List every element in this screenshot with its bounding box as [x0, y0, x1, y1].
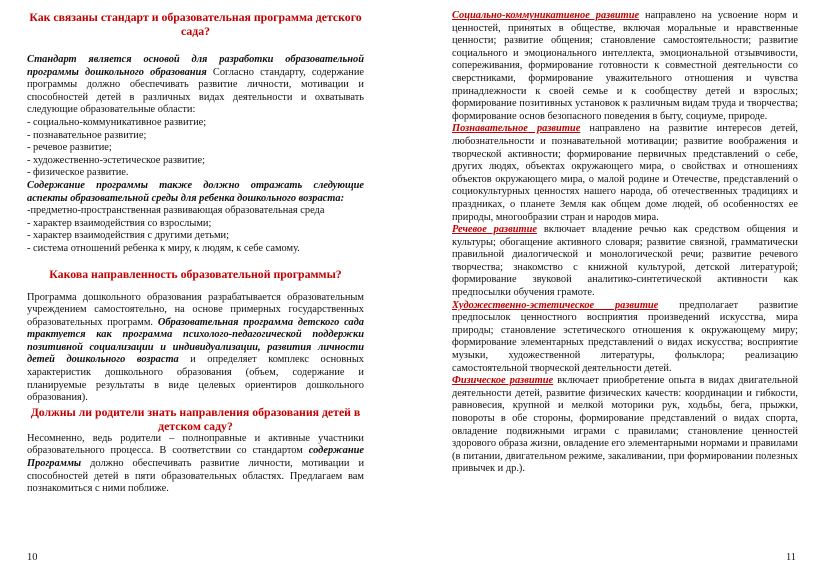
parents-text-continued: должно обеспечивать развитие личности, мотивации и способностей детей в пяти образовательных областях. Предлагаем вам познакомиться с ними поближе.: [27, 458, 364, 495]
list-item: -предметно-пространственная развивающая образовательная среда: [27, 205, 325, 217]
list-item: - социально-коммуникативное развитие;: [27, 116, 207, 128]
section-title-cognitive: Познавательное развитие: [452, 123, 581, 135]
page-number-right: 11: [786, 552, 797, 563]
parents-text: Несомненно, ведь родители – полноправные и активные участники образовательного процесса. В соответствии со стандартом: [27, 432, 364, 457]
list-item: - характер взаимодействия со взрослыми;: [27, 217, 212, 229]
paragraph-standard: [27, 54, 364, 117]
section-social: [452, 10, 798, 123]
list-item: - физическое развитие.: [27, 167, 129, 179]
section-text-speech: включает владение речью как средством общения и культуры; обогащение активного словаря; развитие связной, грамматически правильной диалогической и монологической речи; развитие речевого творчества; знакомство с книжной культурой, детской литературой; формирование звуковой аналитико-синтетической активности как предпосылки обучения грамоте.: [452, 224, 799, 299]
section-title-speech: Речевое развитие: [452, 224, 537, 236]
section-title-social: Социально-коммуникативное развитие: [452, 10, 640, 21]
parents-bold-text: содержание Программы: [27, 445, 364, 470]
environment-aspects-list: [27, 205, 364, 255]
direction-text: Программа дошкольного образования разрабатывается образовательным учреждением самостоятельно, на основе примерных государственных образовательных программ.: [27, 291, 364, 328]
direction-bold-text: Образовательная программа детского сада трактуется как программа психолого-педагогической поддержки позитивной социализации и индивидуализации, развития личности детей дошкольного возраста: [27, 316, 364, 366]
heading-standard-program: Как связаны стандарт и образовательная программа детского сада?: [29, 10, 362, 38]
section-title-physical: Физическое развитие: [452, 375, 554, 387]
right-page: [452, 10, 798, 476]
list-item: - художественно-эстетическое развитие;: [27, 154, 205, 166]
heading-program-direction: Какова направленность образовательной программы?: [49, 266, 342, 281]
heading-parents-knowledge: Должны ли родители знать направления образования детей в детском саду?: [30, 404, 361, 433]
section-speech: [452, 224, 798, 300]
section-text-cognitive: направлено на развитие интересов детей, любознательности и познавательной мотивации; развитие воображения и творческой активности; формирование первичных представлений о себе, других людях, объектах окружающего мира, о свойствах и отношениях объектов окружающего мира, о малой родине и Отечестве, представлений о социокультурных ценностях нашего народа, об отечественных традициях и праздниках, о планете Земля как общем доме людей, об особенностях ее природы, многообразии стран и народов мира.: [452, 123, 798, 223]
education-areas-list: [27, 117, 364, 180]
list-item: - система отношений ребенка к миру, к людям, к себе самому.: [27, 242, 300, 254]
section-physical: [452, 375, 798, 476]
page-number-left: 10: [27, 552, 38, 563]
list-item: - характер взаимодействия с другими детьми;: [27, 230, 230, 242]
section-cognitive: [452, 123, 798, 224]
list-item: - познавательное развитие;: [27, 129, 147, 141]
paragraph-program-direction: [27, 292, 364, 405]
direction-text-continued: и определяет комплекс основных характеристик дошкольного образования (объем, содержание и планируемые результаты в виде целевых ориентиров дошкольного образования).: [27, 354, 364, 404]
paragraph-program-content: Содержание программы также должно отражать следующие аспекты образовательной среды для ребенка дошкольного возраста:: [27, 179, 364, 204]
section-text-social: направлено на усвоение норм и ценностей, принятых в обществе, включая моральные и нравственные ценности; развитие общения; становление самостоятельности; развитие социального и эмоционального интеллекта, эмоциональной отзывчивости, сопереживания, формирование готовности к совместной деятельности со сверстниками, формирование уважительного отношения и чувства принадлежности к своей семье и к сообществу детей и взрослых; формирование позитивных установок к различным видам труда и творчества; формирование основ безопасного поведения в быту, социуме, природе.: [452, 10, 798, 122]
list-item: - речевое развитие;: [27, 142, 112, 154]
left-page: [27, 10, 364, 496]
section-text-physical: включает приобретение опыта в видах двигательной деятельности детей, развитие физических качеств: координации и гибкости, равновесия, крупной и мелкой моторики рук, ходьбы, бега, прыжки, повороты в обе стороны, формирование представлений о видах спорта, овладение подвижными играми с правилами; становление ценностей здорового образа жизни, овладение его элементарными нормами и правилами (в питании, двигательном режиме, закаливании, при формировании полезных привычек и др.).: [452, 375, 798, 475]
section-title-artistic: Художественно-эстетическое развитие: [452, 299, 659, 311]
standard-text: Согласно стандарту, содержание программы должно обеспечивать развитие личности, мотивации и способностей детей в различных видах деятельности и охватывать следующие образовательные области:: [27, 66, 364, 116]
section-artistic: [452, 300, 798, 376]
standard-bold-text: Стандарт является основой для разработки образовательной программы дошкольного образования: [27, 54, 364, 78]
section-text-artistic: предполагает развитие предпосылок ценностного восприятия произведений искусства, мира природы; становление эстетического отношения к окружающему миру; формирование элементарных представлений о видах искусства; восприятие музыки, художественной литературы, фольклора; реализацию самостоятельной творческой деятельности детей.: [452, 299, 798, 374]
paragraph-parents: [27, 433, 364, 496]
